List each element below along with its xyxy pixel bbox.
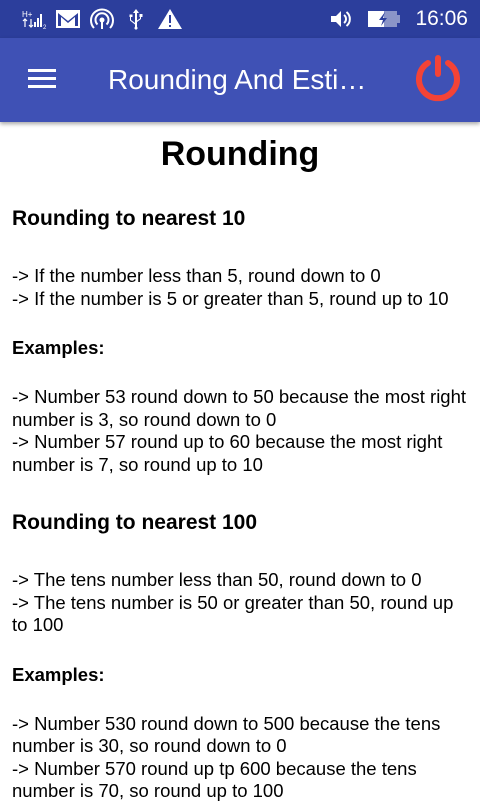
lesson-content (0, 122, 480, 800)
hotspot-icon (90, 8, 114, 30)
rule-item: -> If the number is 5 or greater than 5, round up to 10 (12, 287, 449, 309)
status-system (329, 7, 480, 31)
section-heading: Rounding to nearest 10 (12, 207, 246, 230)
app-title: Rounding And Esti… (108, 64, 367, 95)
hamburger-menu-icon (27, 67, 57, 93)
rules-list (12, 569, 468, 637)
page-title: Rounding (160, 135, 320, 173)
examples-list (12, 386, 468, 476)
svg-text:2: 2 (43, 25, 47, 31)
rule-item: -> The tens number less than 50, round down to 0 (12, 569, 422, 590)
power-button[interactable] (396, 38, 480, 122)
example-item: -> Number 53 round down to 50 because the most right number is 3, so round down to 0 (12, 386, 467, 430)
example-item: -> Number 57 round up to 60 because the most right number is 7, so round up to 10 (12, 431, 443, 475)
example-item: -> Number 570 round up tp 600 because the tens number is 70, so round up to 100 (12, 757, 417, 801)
status-bar (0, 0, 480, 38)
volume-icon (329, 8, 353, 30)
examples-label: Examples: (12, 337, 105, 358)
app-toolbar (0, 38, 480, 122)
gmail-icon (56, 8, 80, 30)
menu-button[interactable] (0, 38, 84, 122)
status-time: 16:06 (415, 7, 468, 30)
warning-icon (158, 8, 182, 30)
section-nearest-100 (12, 508, 468, 803)
section-heading: Rounding to nearest 100 (12, 511, 258, 534)
example-item: -> Number 530 round down to 500 because the tens number is 30, so round down to 0 (12, 712, 441, 756)
status-notifications (0, 8, 182, 30)
section-nearest-10 (12, 204, 468, 476)
rules-list (12, 265, 468, 310)
svg-text:H+: H+ (22, 10, 33, 19)
power-icon (412, 52, 464, 108)
rule-item: -> If the number less than 5, round down to 0 (12, 265, 381, 286)
examples-label: Examples: (12, 663, 105, 685)
examples-list (12, 713, 468, 803)
usb-icon (124, 8, 148, 30)
battery-icon (367, 8, 401, 30)
signal-icon (22, 8, 46, 30)
rule-item: -> The tens number is 50 or greater than 50, round up to 100 (12, 591, 454, 635)
